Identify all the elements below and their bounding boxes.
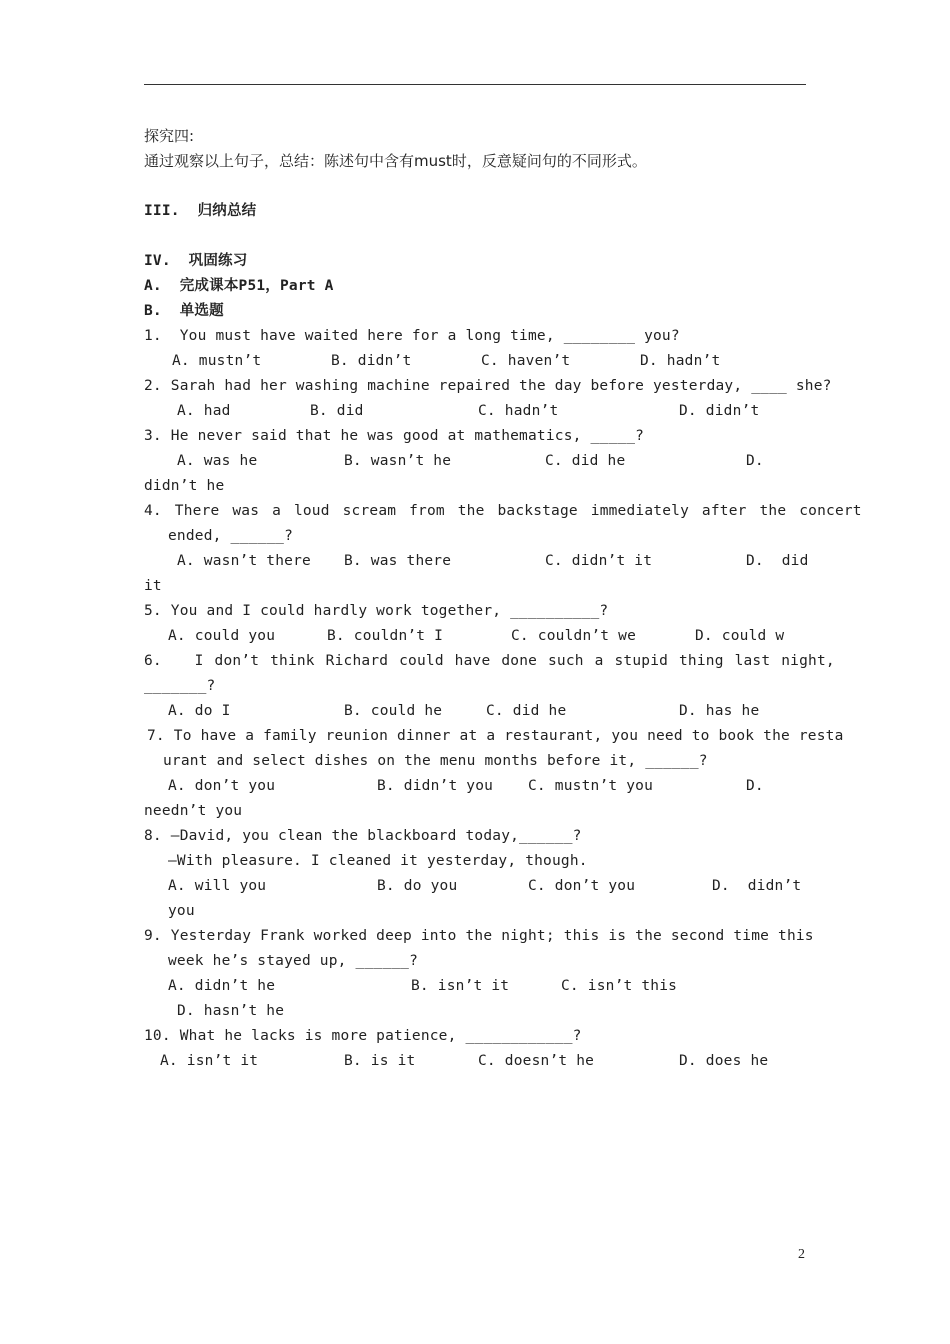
explore-text: 通过观察以上句子，总结：陈述句中含有must时，反意疑问句的不同形式。 [144, 152, 647, 170]
q6-option-b: B. could he [344, 703, 443, 719]
q4-option-d-text: it [144, 578, 162, 594]
question-3-text: 3. He never said that he was good at mathematics, _____? [144, 428, 645, 444]
question-10-text: 10. What he lacks is more patience, ____________? [144, 1028, 582, 1044]
question-6-text: 6. I don’t think Richard could have done such a stupid thing last night, [144, 653, 835, 669]
q7-option-d-text: needn’t you [144, 803, 243, 819]
q5-option-c: C. couldn’t we [511, 628, 637, 644]
question-4-text-cont: ended, ______? [168, 528, 294, 544]
q10-option-c: C. doesn’t he [478, 1053, 595, 1069]
q3-option-d: D. [746, 453, 764, 469]
section-practice: IV. 巩固练习 [144, 253, 248, 269]
q9-option-d: D. hasn’t he [177, 1003, 285, 1019]
explore-heading: 探究四: [144, 127, 195, 145]
q1-option-a: A. mustn’t [172, 353, 262, 369]
q6-option-d: D. has he [679, 703, 760, 719]
q4-option-d: D. did [746, 553, 809, 569]
q3-option-b: B. wasn’t he [344, 453, 452, 469]
q4-option-b: B. was there [344, 553, 452, 569]
q8-option-c: C. don’t you [528, 878, 636, 894]
q9-option-c: C. isn’t this [561, 978, 678, 994]
q2-option-d: D. didn’t [679, 403, 760, 419]
question-9-text-cont: week he’s stayed up, ______? [168, 953, 419, 969]
question-4-text: 4. There was a loud scream from the backstage immediately after the concert [144, 503, 862, 519]
question-8-text: 8. —David, you clean the blackboard today,______? [144, 828, 582, 844]
q6-option-a: A. do I [168, 703, 231, 719]
q10-option-a: A. isn’t it [160, 1053, 259, 1069]
question-1-text: 1. You must have waited here for a long time, ________ you? [144, 328, 680, 344]
q8-option-d: D. didn’t [712, 878, 802, 894]
q5-option-d: D. could w [695, 628, 785, 644]
q7-option-b: B. didn’t you [377, 778, 494, 794]
q10-option-b: B. is it [344, 1053, 416, 1069]
q8-option-d-text: you [168, 903, 195, 919]
q5-option-a: A. could you [168, 628, 276, 644]
question-5-text: 5. You and I could hardly work together, __________? [144, 603, 609, 619]
q3-option-d-text: didn’t he [144, 478, 225, 494]
section-summary: III. 归纳总结 [144, 203, 257, 219]
q1-option-d: D. hadn’t [640, 353, 721, 369]
q4-option-a: A. wasn’t there [177, 553, 311, 569]
q5-option-b: B. couldn’t I [327, 628, 444, 644]
q2-option-b: B. did [310, 403, 364, 419]
q7-option-d: D. [746, 778, 764, 794]
part-b: B. 单选题 [144, 303, 224, 319]
q2-option-c: C. hadn’t [478, 403, 559, 419]
question-6-text-cont: _______? [144, 678, 216, 694]
q10-option-d: D. does he [679, 1053, 769, 1069]
q1-option-b: B. didn’t [331, 353, 412, 369]
q7-option-c: C. mustn’t you [528, 778, 654, 794]
q1-option-c: C. haven’t [481, 353, 571, 369]
q3-option-a: A. was he [177, 453, 258, 469]
header-rule [144, 84, 806, 85]
q6-option-c: C. did he [486, 703, 567, 719]
part-a: A. 完成课本P51，Part A [144, 278, 334, 294]
question-2-text: 2. Sarah had her washing machine repaired the day before yesterday, ____ she? [144, 378, 832, 394]
question-9-text: 9. Yesterday Frank worked deep into the night; this is the second time this [144, 928, 814, 944]
q9-option-a: A. didn’t he [168, 978, 276, 994]
q8-option-a: A. will you [168, 878, 267, 894]
question-7-text: 7. To have a family reunion dinner at a restaurant, you need to book the resta [147, 728, 844, 744]
q3-option-c: C. did he [545, 453, 626, 469]
question-8-text-cont: —With pleasure. I cleaned it yesterday, though. [168, 853, 588, 869]
question-7-text-cont: urant and select dishes on the menu months before it, ______? [163, 753, 708, 769]
q2-option-a: A. had [177, 403, 231, 419]
page-number: 2 [798, 1247, 805, 1262]
q9-option-b: B. isn’t it [411, 978, 510, 994]
q4-option-c: C. didn’t it [545, 553, 653, 569]
q8-option-b: B. do you [377, 878, 458, 894]
q7-option-a: A. don’t you [168, 778, 276, 794]
